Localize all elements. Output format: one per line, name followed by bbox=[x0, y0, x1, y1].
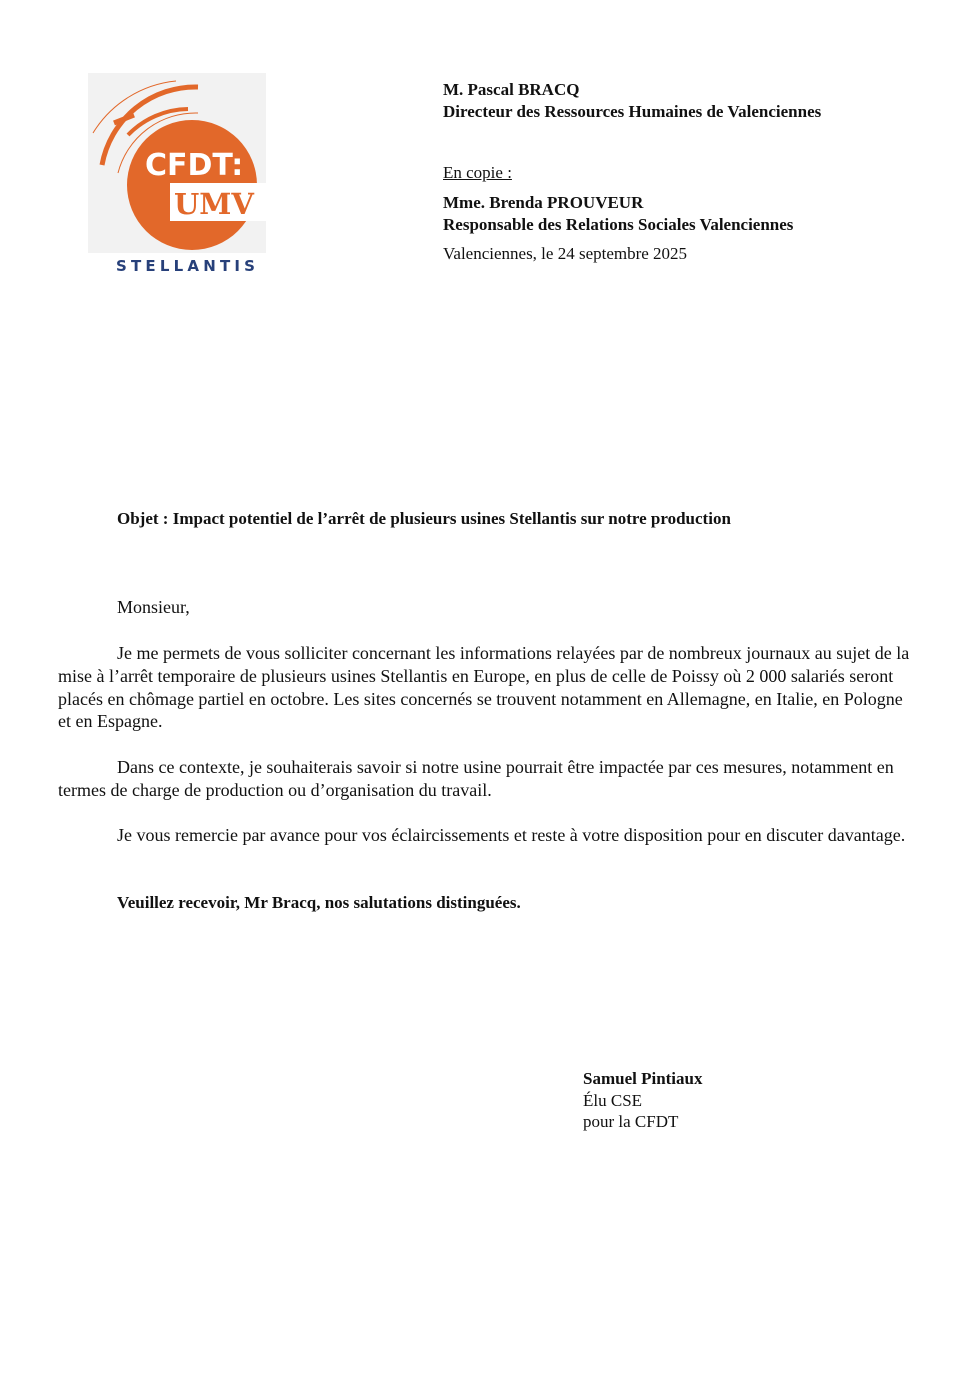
signature-block bbox=[583, 1068, 703, 1133]
svg-text:CFDT:: CFDT: bbox=[145, 148, 244, 183]
cc-name: Mme. Brenda PROUVEUR bbox=[443, 193, 644, 212]
date-line: Valenciennes, le 24 septembre 2025 bbox=[443, 244, 688, 263]
svg-text:UMV: UMV bbox=[174, 187, 254, 221]
body-paragraph: Je vous remercie par avance pour vos éclaircissements et reste à votre disposition pour en discuter davantage. bbox=[117, 825, 906, 845]
cfdt-logo-graphic-icon bbox=[88, 73, 266, 253]
signer-role: Élu CSE bbox=[583, 1090, 643, 1110]
cc-block bbox=[443, 192, 793, 236]
body-paragraph: Dans ce contexte, je souhaiterais savoir si notre usine pourrait être impactée par ces mesures, notamment en termes de charge de production ou d’organisation du travail. bbox=[58, 757, 894, 800]
signer-name: Samuel Pintiaux bbox=[583, 1069, 703, 1088]
stellantis-wordmark: STELLANTIS bbox=[116, 257, 260, 275]
recipient-title: Directeur des Ressources Humaines de Valenciennes bbox=[443, 102, 822, 121]
salutation: Monsieur, bbox=[117, 597, 190, 617]
cfdt-umv-logo bbox=[88, 73, 266, 253]
signer-organization: pour la CFDT bbox=[583, 1112, 679, 1131]
cc-title: Responsable des Relations Sociales Valenciennes bbox=[443, 215, 794, 234]
recipient-name: M. Pascal BRACQ bbox=[443, 80, 580, 99]
body-paragraph: Je me permets de vous solliciter concernant les informations relayées par de nombreux journaux au sujet de la mise à l’arrêt temporaire de plusieurs usines Stellantis en Europe, en plus de celle de Poissy où 2 000 salariés seront placés en chômage partiel en octobre. Les sites concernés se trouvent notamment en Allemagne, en Italie, en Pologne et en Espagne. bbox=[58, 643, 910, 732]
recipient-block bbox=[443, 79, 943, 123]
closing-line: Veuillez recevoir, Mr Bracq, nos salutations distinguées. bbox=[117, 893, 521, 912]
subject-line: Objet : Impact potentiel de l’arrêt de plusieurs usines Stellantis sur notre production bbox=[117, 509, 731, 528]
copy-label: En copie : bbox=[443, 163, 512, 182]
